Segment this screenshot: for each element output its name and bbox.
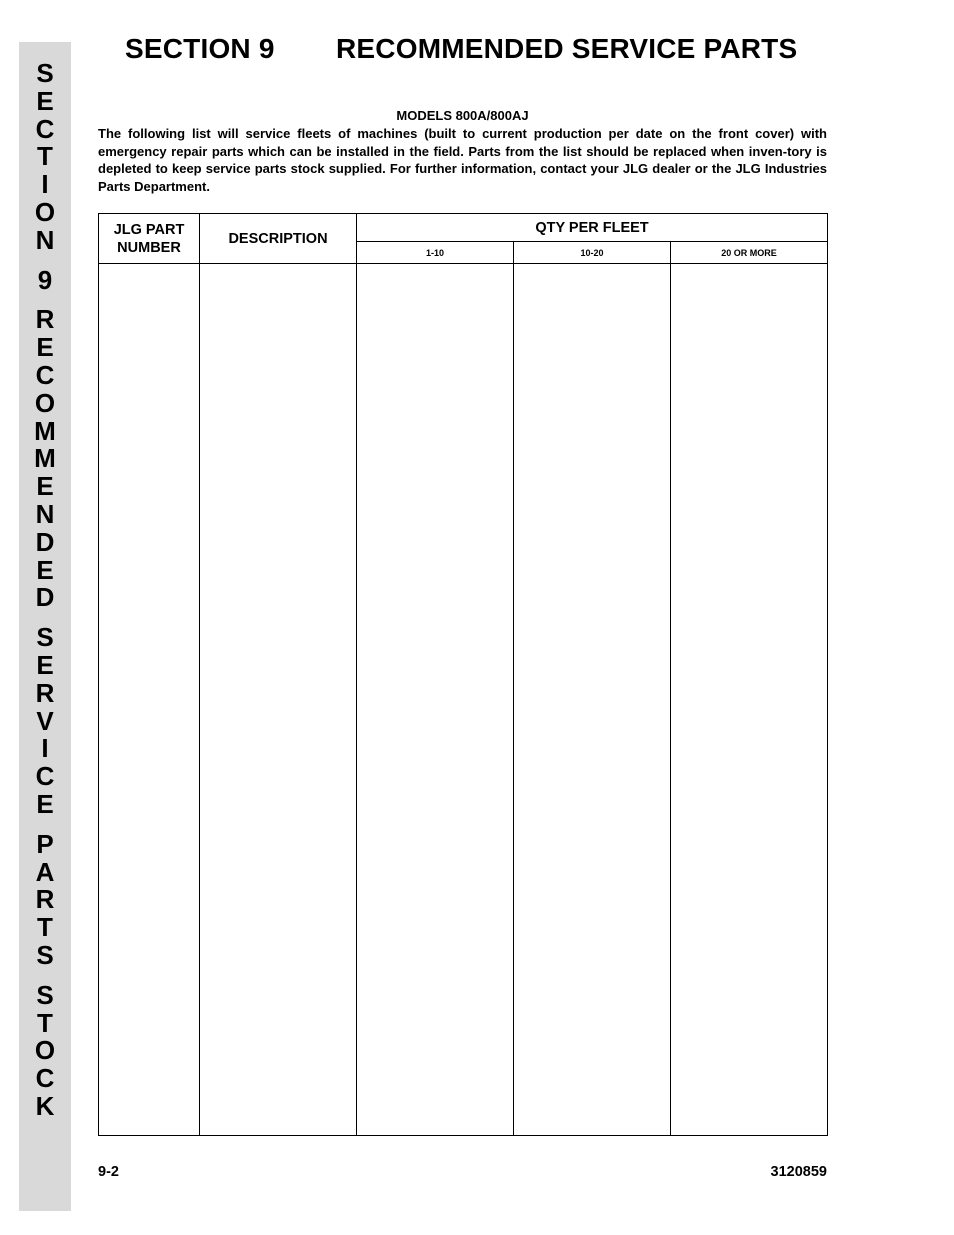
- side-tab-letter: P: [36, 828, 54, 859]
- header-part-number: [99, 214, 200, 264]
- page-title: [125, 33, 797, 65]
- side-tab-letter: V: [36, 705, 54, 736]
- header-qty-per-fleet: QTY PER FLEET: [357, 214, 828, 242]
- side-tab-letter: C: [35, 761, 55, 792]
- header-part-line1: JLG PART: [113, 221, 185, 238]
- side-tab-letter: T: [37, 912, 53, 943]
- page-number: 9-2: [98, 1164, 119, 1180]
- side-tab-letters: [19, 60, 71, 1121]
- side-tab-letter: E: [36, 649, 54, 680]
- side-tab-letter: S: [36, 979, 54, 1010]
- side-tab-word: [19, 60, 71, 255]
- side-tab-word: [19, 264, 71, 295]
- side-tab-letter: E: [36, 471, 54, 502]
- side-tab-letter: D: [35, 582, 55, 613]
- side-tab-letter: N: [35, 498, 55, 529]
- side-tab-letter: T: [37, 1007, 53, 1038]
- cell-qty-10-20: [514, 264, 671, 1136]
- side-tab-letter: O: [34, 196, 56, 227]
- side-tab-word: [19, 828, 71, 970]
- side-tab-letter: K: [35, 1090, 55, 1121]
- side-tab-letter: S: [36, 622, 54, 653]
- side-tab-letter: O: [34, 1035, 56, 1066]
- header-part-line2: NUMBER: [117, 239, 181, 256]
- side-tab-letter: S: [36, 58, 54, 88]
- cell-part-number: [99, 264, 200, 1136]
- side-tab-letter: C: [35, 359, 55, 390]
- side-tab-letter: R: [35, 884, 55, 915]
- side-tab-letter: A: [35, 856, 55, 887]
- cell-qty-20-or-more: [671, 264, 828, 1136]
- side-tab-letter: S: [36, 939, 54, 970]
- side-tab-letter: I: [41, 733, 49, 764]
- section-side-tab: [19, 42, 71, 1211]
- side-tab-letter: R: [35, 304, 55, 335]
- header-qty-20-or-more: 20 OR MORE: [671, 242, 828, 264]
- side-tab-letter: C: [35, 1063, 55, 1094]
- side-tab-letter: E: [36, 788, 54, 819]
- side-tab-letter: C: [35, 113, 55, 144]
- cell-description: [200, 264, 357, 1136]
- side-tab-letter: E: [36, 554, 54, 585]
- side-tab-letter: O: [34, 387, 56, 418]
- side-tab-letter: 9: [37, 264, 53, 295]
- parts-table: [98, 213, 828, 1136]
- header-description: DESCRIPTION: [200, 214, 357, 264]
- side-tab-word: [19, 624, 71, 819]
- header-qty-10-20: 10-20: [514, 242, 671, 264]
- cell-qty-1-10: [357, 264, 514, 1136]
- side-tab-letter: T: [37, 141, 53, 172]
- header-qty-1-10: 1-10: [357, 242, 514, 264]
- side-tab-letter: D: [35, 526, 55, 557]
- side-tab-letter: M: [34, 443, 56, 474]
- side-tab-letter: E: [36, 332, 54, 363]
- table-body-row: [99, 264, 828, 1136]
- section-number: SECTION 9: [125, 33, 275, 64]
- models-heading: MODELS 800A/800AJ: [396, 108, 529, 123]
- side-tab-letter: I: [41, 169, 49, 200]
- section-heading: RECOMMENDED SERVICE PARTS: [336, 33, 798, 64]
- side-tab-letter: E: [36, 85, 54, 116]
- side-tab-letter: R: [35, 677, 55, 708]
- side-tab-letter: N: [35, 224, 55, 255]
- side-tab-letter: M: [34, 415, 56, 446]
- intro-paragraph: The following list will service fleets of machines (built to current production per date on the front cover) with emergency repair parts which can be installed in the field. Parts from the list should be replaced when inven-tory is depleted to keep service parts stock supplied. For further information, contact your JLG dealer or the JLG Industries Parts Department.: [98, 126, 827, 194]
- side-tab-word: [19, 306, 71, 612]
- side-tab-word: [19, 979, 71, 1121]
- document-number: 3120859: [770, 1164, 827, 1180]
- table-header-row: [99, 214, 828, 242]
